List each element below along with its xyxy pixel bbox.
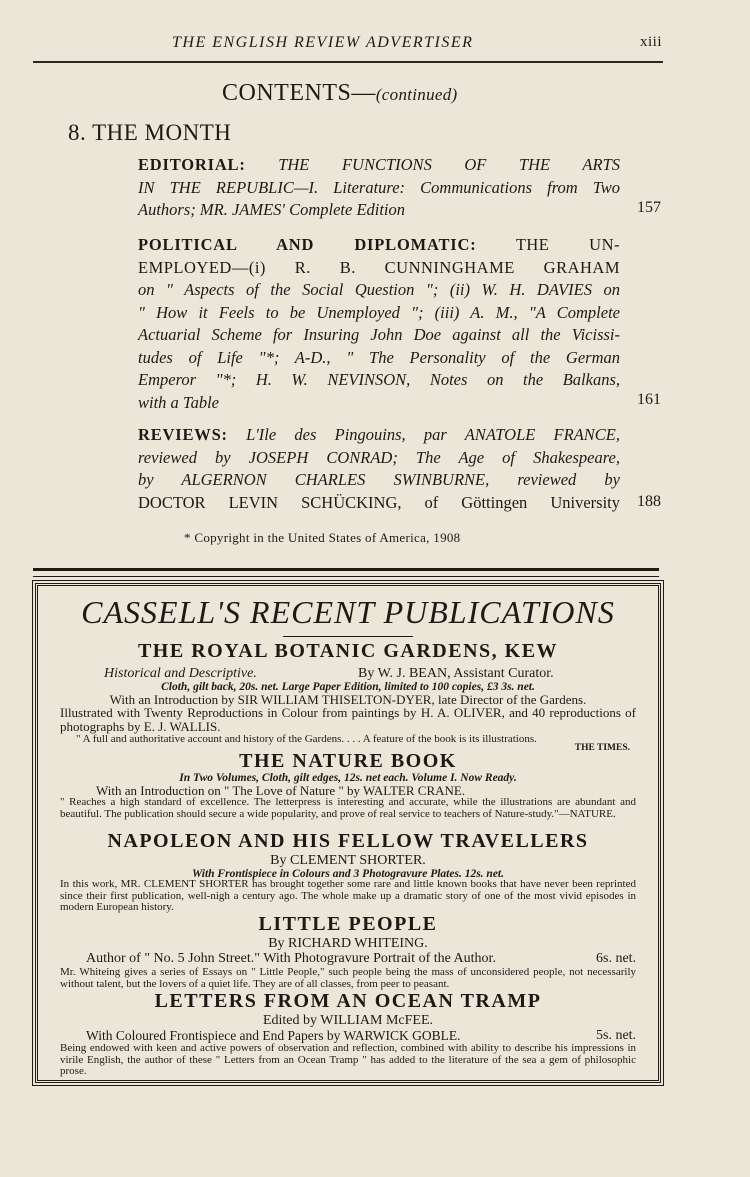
entry-page-number: 157 [637,199,661,216]
contents-note: (continued) [375,85,458,104]
entry-line: Authors; MR. JAMES' Complete Edition [138,200,406,219]
book-review: " Reaches a high standard of excellence. The letterpress is interesting and accurate, while the illustrations are abundant and beautiful. The publication should secure a wide popularity, and prove of real service to teachers of Nature-study."—NATURE. [60,796,636,820]
entry-line: Actuarial Scheme for Insuring John Doe against all the Vicissi- [138,325,620,344]
section-title: 8. THE MONTH [68,120,232,145]
book-edition: Cloth, gilt back, 20s. net. Large Paper Edition, limited to 100 copies, £3 3s. net. [161,681,535,693]
book-price: 5s. net. [596,1028,637,1043]
book-author: By CLEMENT SHORTER. [270,853,426,868]
entry-line: EMPLOYED—(i) R. B. CUNNINGHAME GRAHAM [138,257,620,277]
book-author: By RICHARD WHITEING. [268,936,428,951]
book-title: LETTERS FROM AN OCEAN TRAMP [154,990,542,1012]
book-price: 6s. net. [596,951,637,966]
book-intro: With an Introduction by SIR WILLIAM THISELTON-DYER, late Director of the Gardens. [109,692,587,707]
ad-title: CASSELL'S RECENT PUBLICATIONS [81,594,615,630]
contents-entry-political [138,234,620,414]
entry-line: DOCTOR LEVIN SCHÜCKING, of Göttingen University [138,492,620,512]
entry-line: IN THE REPUBLIC—I. Literature: Communications from Two [138,177,620,197]
book-edition: In Two Volumes, Cloth, gilt edges, 12s. net each. Volume I. Now Ready. [179,772,517,784]
book-review: In this work, MR. CLEMENT SHORTER has brought together some rare and little known books that have never been reprinted since their first publication, well-nigh a century ago. The whole make up a dramatic story of one of the most vivid episodes in modern European history. [60,878,636,913]
entry-line: tudes of Life "*; A-D., " The Personality of the German [138,347,620,367]
title-rule [283,636,413,637]
divider-rule [33,568,659,571]
book-title: LITTLE PEOPLE [258,913,438,935]
book-author: By W. J. BEAN, Assistant Curator. [358,666,554,681]
entry-line: Emperor "*; H. W. NEVINSON, Notes on the Balkans, [138,370,620,389]
entry-page-number: 161 [637,391,661,408]
entry-label: POLITICAL AND DIPLOMATIC: [138,235,477,254]
contents-title: CONTENTS— [222,80,376,106]
book-intro: With an Introduction on " The Love of Nature " by WALTER CRANE. [96,783,466,798]
book-title: THE ROYAL BOTANIC GARDENS, KEW [137,640,559,662]
contents-heading [222,80,458,107]
book-review: Being endowed with keen and active powers of observation and reflection, combined with ability to describe his impressions in virile English, the author of these " Letters from an Ocean Tramp " has added to the literature of the sea a gem of philosophic prose. [60,1042,636,1077]
contents-entry-editorial [138,154,620,222]
header-rule [33,61,663,63]
entry-line: with a Table [138,392,219,412]
book-review: Mr. Whiteing gives a series of Essays on " Little People," such people being the mass of unconsidered people, not necessarily without talent, but the lovers of a quiet life. They are of all classes, from peer to peasant. [60,966,636,990]
contents-entry-reviews [138,424,620,514]
entry-page-number: 188 [637,493,661,510]
book-review: " A full and authoritative account and history of the Gardens. . . . A feature of the book is its illustrations. [76,733,537,745]
entry-line: on " Aspects of the Social Question "; (ii) W. H. DAVIES on [138,280,620,299]
book-title: THE NATURE BOOK [239,750,457,772]
book-edition: Author of " No. 5 John Street." With Photogravure Portrait of the Author. [86,951,496,966]
book-author: Edited by WILLIAM McFEE. [262,1013,434,1028]
entry-label: EDITORIAL: [138,155,246,174]
copyright-note: * Copyright in the United States of America, 1908 [184,530,461,545]
review-source: THE TIMES. [574,743,630,753]
advertisement-box [35,583,661,1083]
entry-line: reviewed by JOSEPH CONRAD; The Age of Shakespeare, [138,447,620,467]
entry-line: THE UN- [515,235,621,254]
book-edition: With Frontispiece in Colours and 3 Photogravure Plates. 12s. net. [191,868,505,880]
book-edition: With Coloured Frontispiece and End Papers by WARWICK GOBLE. [86,1028,461,1043]
book-illustrations: Illustrated with Twenty Reproductions in Colour from paintings by H. A. OLIVER, and 40 reproductions of photographs by E. J. WALLIS. [60,705,636,734]
entry-line: THE FUNCTIONS OF THE ARTS [278,155,620,174]
running-header: THE ENGLISH REVIEW ADVERTISER [172,34,474,51]
book-title: NAPOLEON AND HIS FELLOW TRAVELLERS [107,830,589,852]
divider-rule [33,576,659,577]
entry-label: REVIEWS: [138,425,228,444]
book-subtitle: Historical and Descriptive. [104,666,257,681]
entry-line: L'Ile des Pingouins, par ANATOLE FRANCE, [246,425,621,444]
page-number: xiii [640,34,663,50]
entry-line: by ALGERNON CHARLES SWINBURNE, reviewed by [138,470,620,489]
entry-line: " How it Feels to be Unemployed "; (iii) A. M., "A Complete [138,302,620,322]
